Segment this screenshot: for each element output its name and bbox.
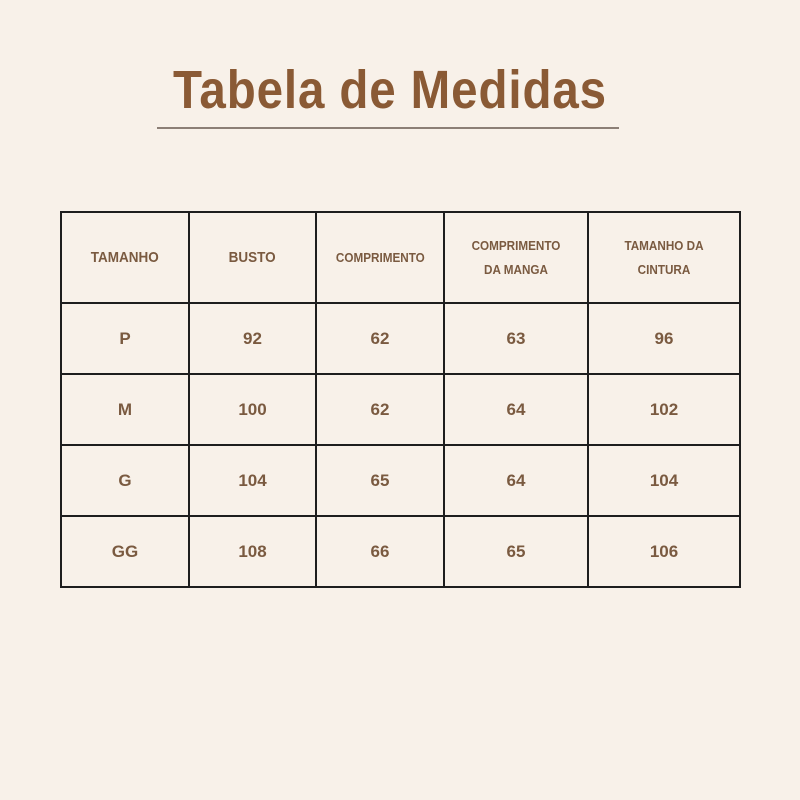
table-cell: 108 (189, 516, 316, 587)
table-cell: 104 (189, 445, 316, 516)
table-cell: 96 (588, 303, 740, 374)
header-cell: TAMANHO DA CINTURA (588, 212, 740, 303)
page-title: Tabela de Medidas (173, 60, 607, 120)
table-cell: 92 (189, 303, 316, 374)
table-cell: 102 (588, 374, 740, 445)
table-cell: GG (61, 516, 189, 587)
title-underline (157, 127, 619, 129)
header-cell: COMPRIMENTO (316, 212, 444, 303)
table-cell: 65 (316, 445, 444, 516)
table-cell: 62 (316, 303, 444, 374)
table-cell: 66 (316, 516, 444, 587)
table-cell: 62 (316, 374, 444, 445)
table-cell: 64 (444, 445, 588, 516)
size-chart-table (60, 211, 741, 588)
table-row (61, 445, 740, 516)
table-row (61, 303, 740, 374)
table-cell: 65 (444, 516, 588, 587)
table-row (61, 516, 740, 587)
header-cell: COMPRIMENTO DA MANGA (444, 212, 588, 303)
table-cell: 100 (189, 374, 316, 445)
table-cell: 104 (588, 445, 740, 516)
table-cell: M (61, 374, 189, 445)
table-cell: 63 (444, 303, 588, 374)
table-cell: P (61, 303, 189, 374)
table-cell: G (61, 445, 189, 516)
table-header-row (61, 212, 740, 303)
table-row (61, 374, 740, 445)
header-cell: BUSTO (189, 212, 316, 303)
table-cell: 64 (444, 374, 588, 445)
table-cell: 106 (588, 516, 740, 587)
header-cell: TAMANHO (61, 212, 189, 303)
